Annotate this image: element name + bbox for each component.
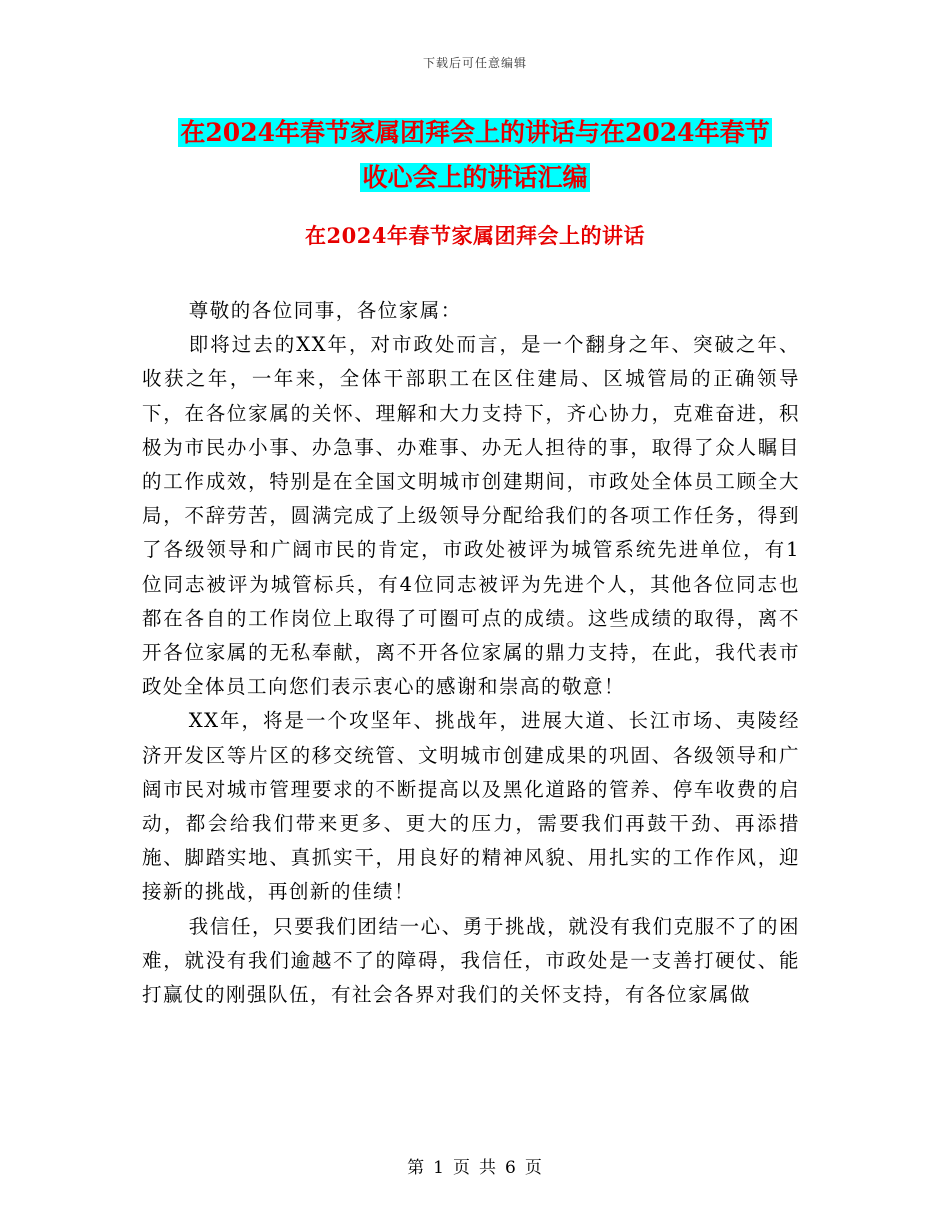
header-note: 下载后可任意编辑: [422, 56, 527, 70]
page-number: 1: [433, 1158, 445, 1178]
page-footer: [0, 1153, 950, 1178]
total-unit: 页: [524, 1158, 543, 1178]
body-paragraph: 我信任，只要我们团结一心、勇于挑战，就没有我们克服不了的困难，就没有我们逾越不了的障碍，我信任，市政处是一支善打硬仗、能打赢仗的刚强队伍，有社会各界对我们的关怀支持，有各位家属做: [142, 914, 800, 1007]
body-paragraph: XX年，将是一个攻坚年、挑战年，进展大道、长江市场、夷陵经济开发区等片区的移交统管、文明城市创建成果的巩固、各级领导和广阔市民对城市管理要求的不断提高以及黑化道路的管养、停车收费的启动，都会给我们带来更多、更大的压力，需要我们再鼓干劲、再添措施、脚踏实地、真抓实干，用良好的精神风貌、用扎实的工作作风，迎接新的挑战，再创新的佳绩！: [142, 709, 800, 904]
section-title: 在2024年春节家属团拜会上的讲话: [305, 223, 645, 248]
body-text: [142, 294, 800, 1012]
document-title-line-2: 收心会上的讲话汇编: [362, 163, 588, 192]
total-prefix: 共: [479, 1158, 497, 1178]
document-title-line-1: 在2024年春节家属团拜会上的讲话与在2024年春节: [180, 118, 770, 147]
document-title: [150, 110, 800, 200]
page-prefix: 第: [407, 1158, 426, 1178]
body-paragraph: 即将过去的XX年，对市政处而言，是一个翻身之年、突破之年、收获之年，一年来，全体干部职工在区住建局、区城管局的正确领导下，在各位家属的关怀、理解和大力支持下，齐心协力，克难奋进，积极为市民办小事、办急事、办难事、办无人担待的事，取得了众人瞩目的工作成效，特别是在全国文明城市创建期间，市政处全体员工顾全大局，不辞劳苦，圆满完成了上级领导分配给我们的各项工作任务，得到了各级领导和广阔市民的肯定，市政处被评为城管系统先进单位，有1位同志被评为城管标兵，有4位同志被评为先进个人，其他各位同志也都在各自的工作岗位上取得了可圈可点的成绩。这些成绩的取得，离不开各位家属的无私奉献，离不开各位家属的鼎力支持，在此，我代表市政处全体员工向您们表示衷心的感谢和崇高的敬意！: [142, 333, 800, 699]
salutation-paragraph: 尊敬的各位同事，各位家属：: [188, 299, 462, 322]
page-unit: 页: [453, 1158, 471, 1178]
total-pages: 6: [505, 1158, 517, 1178]
